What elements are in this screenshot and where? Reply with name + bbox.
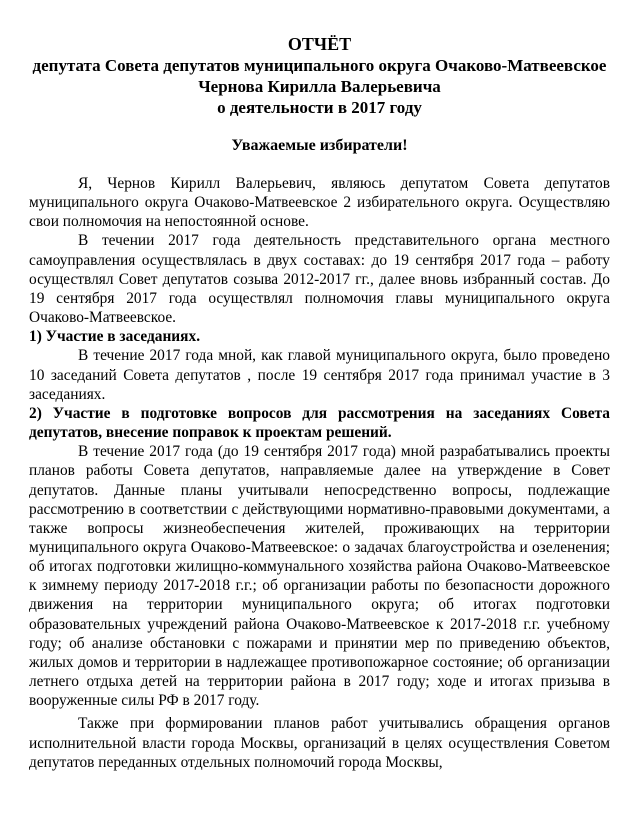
section-2-paragraph-continued: Также при формировании планов работ учитывались обращения органов исполнительной власти города Москвы, организаций в целях осуществления Советом депутатов переданных отдельных полномочий города Москвы, xyxy=(29,715,610,771)
activity-paragraph: В течении 2017 года деятельность представительного органа местного самоуправления осуществлялась в двух составах: до 19 сентября 2017 года – работу осуществлял Совет депутатов созыва 2012-2017 гг., далее вновь избранный состав. До 19 сентября 2017 года осуществлял полномочия главы муниципального округа Очаково-Матвеевское. xyxy=(29,232,610,327)
intro-paragraph: Я, Чернов Кирилл Валерьевич, являюсь депутатом Совета депутатов муниципального округа Очаково-Матвеевское 2 избирательного округа. Осуществляю свои полномочия на непостоянной основе. xyxy=(29,175,610,231)
report-title-block xyxy=(29,34,610,118)
greeting: Уважаемые избиратели! xyxy=(231,137,408,154)
section-1-heading: 1) Участие в заседаниях. xyxy=(29,328,201,346)
report-deputy-name: Чернова Кирилла Валерьевича xyxy=(198,77,441,96)
report-title: ОТЧЁТ xyxy=(287,34,352,54)
section-2-heading: 2) Участие в подготовке вопросов для рассмотрения на заседаниях Совета депутатов, внесение поправок к проектам решений. xyxy=(29,404,610,442)
report-period: о деятельности в 2017 году xyxy=(217,98,422,117)
section-1-paragraph: В течение 2017 года мной, как главой муниципального округа, было проведено 10 заседаний Совета депутатов , после 19 сентября 2017 года принимал участие в 3 заседаниях. xyxy=(29,347,610,403)
report-subtitle-deputy: депутата Совета депутатов муниципального округа Очаково-Матвеевское xyxy=(32,56,607,75)
report-body xyxy=(29,174,610,772)
section-2-paragraph: В течение 2017 года (до 19 сентября 2017 года) мной разрабатывались проекты планов работы Совета депутатов, направляемые далее на утверждение в Совет депутатов. Данные планы учитывали непосредственно вопросы, подлежащие рассмотрению в соответствии с действующими нормативно-правовыми документами, а также вопросы жизнеобеспечения жителей, проживающих на территории муниципального округа Очаково-Матвеевское: о задачах благоустройства и озеленения; об итогах подготовки жилищно-коммунального хозяйства района Очаково-Матвеевское к зимнему периоду 2017-2018 г.г.; об организации работы по безопасности дорожного движения на территории муниципального округа; об итогах подготовки образовательных учреждений района Очаково-Матвеевское к 2017-2018 г.г. учебному году; об анализе обстановки с пожарами и принятии мер по приведению объектов, жилых домов и территории в надлежащее противопожарное состояние; об организации летнего отдыха детей на территории района в 2017 году; ходе и итогах призыва в вооруженные силы РФ в 2017 году. xyxy=(29,443,610,710)
